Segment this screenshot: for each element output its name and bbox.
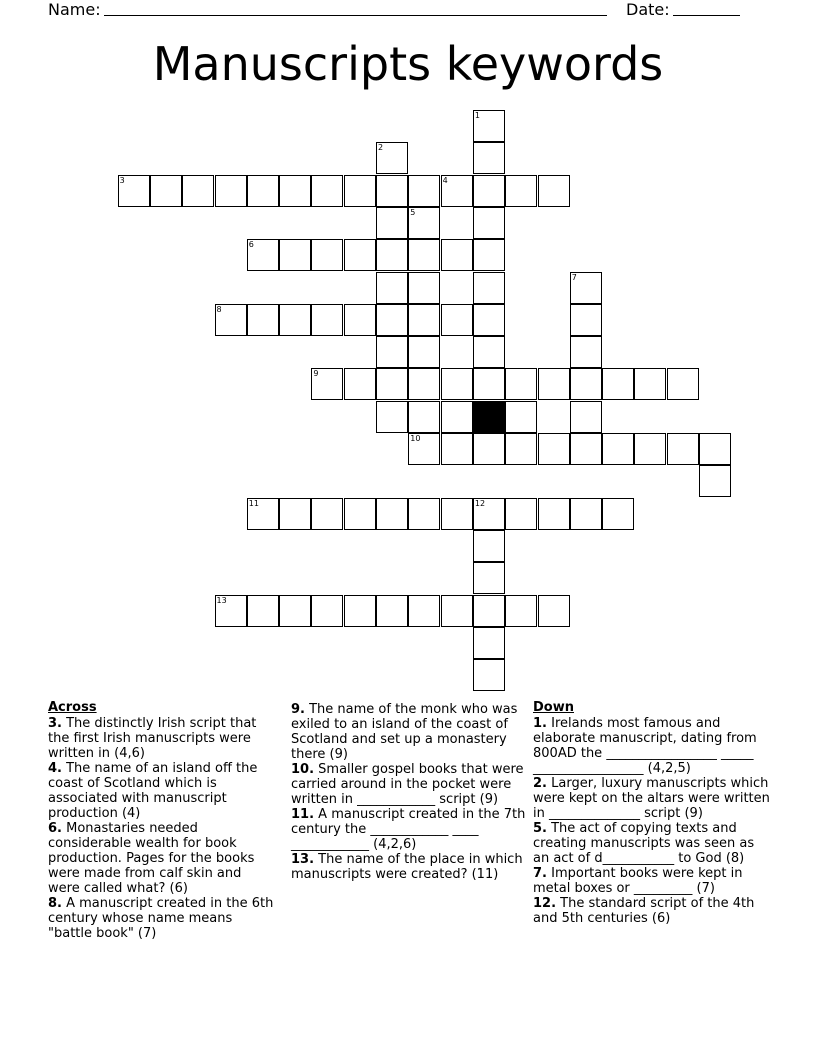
clue-number: 6 [248,240,254,250]
clue-number: 5 [410,207,416,217]
clue-number: 8. [48,896,62,911]
grid-cell[interactable] [376,142,408,174]
across-heading: Across [48,700,97,715]
clue-across-item [291,807,527,852]
grid-cell[interactable] [408,595,440,627]
grid-cell[interactable] [376,336,408,368]
grid-cell[interactable] [473,368,505,400]
grid-cell[interactable] [408,239,440,271]
clue-number: 2. [533,776,547,791]
clue-number: 6. [48,821,62,836]
grid-cell[interactable] [473,627,505,659]
grid-cell[interactable] [376,498,408,530]
clue-across-item [291,852,527,882]
grid-cell[interactable] [473,272,505,304]
clue-text: Smaller gospel books that were carried around in the pocket were written in ____________ script (9) [291,762,524,807]
grid-cell[interactable] [279,239,311,271]
clue-across-item [48,896,274,941]
clue-text: The distinctly Irish script that the first Irish manuscripts were written in (4,6) [48,716,257,761]
grid-cell[interactable] [538,175,570,207]
clue-number: 1. [533,716,547,731]
clue-across-item [291,702,527,762]
grid-cell[interactable] [570,272,602,304]
clue-text: The name of the place in which manuscripts were created? (11) [291,852,523,882]
clue-number: 3 [119,175,125,185]
clue-text: Important books were kept in metal boxes or _________ (7) [533,866,743,896]
clue-number: 4. [48,761,62,776]
name-label: Name: [48,0,101,19]
grid-cell[interactable] [473,175,505,207]
grid-cell[interactable] [505,498,537,530]
grid-cell[interactable] [344,304,376,336]
grid-cell[interactable] [473,562,505,594]
clue-across-item [291,762,527,807]
clue-number: 10 [410,434,421,443]
clue-number: 7 [571,272,577,282]
down-column [533,700,773,926]
grid-cell[interactable] [311,175,343,207]
grid-cell[interactable] [441,175,473,207]
grid-cell[interactable] [441,368,473,400]
grid-cell[interactable] [570,336,602,368]
clue-down-item [533,866,773,896]
grid-cell[interactable] [538,433,570,465]
grid-cell[interactable] [376,272,408,304]
grid-cell[interactable] [505,368,537,400]
grid-cell[interactable] [505,175,537,207]
clue-down-item [533,821,773,866]
grid-cell[interactable] [311,239,343,271]
clue-number: 4 [442,175,448,185]
grid-cell[interactable] [473,304,505,336]
clue-number: 5. [533,821,547,836]
grid-cell[interactable] [602,433,634,465]
grid-cell[interactable] [311,368,343,400]
grid-cell[interactable] [408,304,440,336]
clue-number: 7. [533,866,547,881]
clue-across-item [48,761,274,821]
grid-cell[interactable] [247,239,279,271]
grid-cell[interactable] [376,175,408,207]
grid-cell[interactable] [215,304,247,336]
black-cell [473,401,505,433]
grid-cell[interactable] [667,368,699,400]
grid-cell[interactable] [473,110,505,142]
date-label: Date: [626,0,670,19]
grid-cell[interactable] [441,401,473,433]
grid-cell[interactable] [505,433,537,465]
grid-cell[interactable] [247,498,279,530]
grid-cell[interactable] [699,433,731,465]
grid-cell[interactable] [570,401,602,433]
clue-down-item [533,776,773,821]
clue-number: 9. [291,702,305,717]
clue-across-item [48,821,274,896]
clue-text: Larger, luxury manuscripts which were kept on the altars were written in ______________ script (9) [533,776,770,821]
grid-cell[interactable] [376,207,408,239]
grid-cell[interactable] [570,433,602,465]
clue-number: 11. [291,807,315,822]
clue-number: 12 [474,498,486,508]
grid-cell[interactable] [441,239,473,271]
clue-number: 13. [291,852,315,867]
clue-down-item [533,896,773,926]
grid-cell[interactable] [699,465,731,497]
grid-cell[interactable] [247,595,279,627]
grid-cell[interactable] [441,595,473,627]
grid-cell[interactable] [344,239,376,271]
grid-cell[interactable] [279,498,311,530]
grid-cell[interactable] [602,498,634,530]
clue-text: Irelands most famous and elaborate manuscript, dating from 800AD the _________________ _____ _________________ (4,2,5) [533,716,757,776]
grid-cell[interactable] [473,595,505,627]
grid-cell[interactable] [408,336,440,368]
clue-text: Monastaries needed considerable wealth for book production. Pages for the books were made from calf skin and were called what? (6) [48,821,255,896]
grid-cell[interactable] [408,272,440,304]
grid-cell[interactable] [538,498,570,530]
grid-cell[interactable] [634,433,666,465]
clue-across-item [48,716,274,761]
down-heading: Down [533,700,574,715]
grid-cell[interactable] [311,595,343,627]
grid-cell[interactable] [376,239,408,271]
grid-cell[interactable] [344,368,376,400]
grid-cell[interactable] [408,401,440,433]
grid-cell[interactable] [311,498,343,530]
grid-cell[interactable] [570,304,602,336]
clue-text: The name of the monk who was exiled to an island of the coast of Scotland and set up a monastery there (9) [291,702,518,762]
grid-cell[interactable] [473,336,505,368]
grid-cell[interactable] [344,175,376,207]
grid-cell[interactable] [634,368,666,400]
clues-section [0,700,816,960]
grid-cell[interactable] [408,207,440,239]
grid-cell[interactable] [441,498,473,530]
clue-number: 8 [216,304,222,314]
clue-number: 10. [291,762,315,777]
grid-cell[interactable] [344,498,376,530]
grid-cell[interactable] [473,498,505,530]
grid-cell[interactable] [505,595,537,627]
grid-cell[interactable] [408,368,440,400]
grid-cell[interactable] [182,175,214,207]
grid-cell[interactable] [247,304,279,336]
grid-cell[interactable] [376,401,408,433]
grid-cell[interactable] [376,304,408,336]
grid-cell[interactable] [602,368,634,400]
grid-cell[interactable] [473,207,505,239]
grid-cell[interactable] [667,433,699,465]
clue-number: 2 [378,143,384,153]
across-column-1 [48,700,274,941]
grid-cell[interactable] [538,368,570,400]
grid-cell[interactable] [376,368,408,400]
grid-cell[interactable] [473,659,505,691]
clue-number: 3. [48,716,62,731]
grid-cell[interactable] [408,498,440,530]
clue-text: The standard script of the 4th and 5th centuries (6) [533,896,755,926]
grid-cell[interactable] [570,368,602,400]
grid-cell[interactable] [279,595,311,627]
grid-cell[interactable] [376,595,408,627]
page-title: Manuscripts keywords [152,37,664,91]
clue-down-item [533,716,773,776]
across-column-2 [291,702,527,882]
clue-number: 13 [216,595,227,605]
grid-cell[interactable] [473,433,505,465]
grid-cell[interactable] [473,239,505,271]
grid-cell[interactable] [247,175,279,207]
grid-cell[interactable] [215,175,247,207]
clue-number: 12. [533,896,557,911]
grid-cell[interactable] [441,304,473,336]
grid-cell[interactable] [311,304,343,336]
grid-cell[interactable] [570,498,602,530]
grid-cell[interactable] [279,175,311,207]
grid-cell[interactable] [215,595,247,627]
clue-number: 11 [248,498,259,508]
grid-cell[interactable] [344,595,376,627]
clue-text: The act of copying texts and creating manuscripts was seen as an act of d___________ to God (8) [533,821,755,866]
grid-cell[interactable] [279,304,311,336]
clue-text: A manuscript created in the 6th century whose name means "battle book" (7) [48,896,274,941]
clue-number: 1 [474,111,480,120]
clue-number: 9 [313,369,319,379]
grid-cell[interactable] [505,401,537,433]
grid-cell[interactable] [538,595,570,627]
grid-cell[interactable] [441,433,473,465]
clue-text: The name of an island off the coast of Scotland which is associated with manuscript production (4) [48,761,258,821]
clue-text: A manuscript created in the 7th century the ____________ ____ ____________ (4,2,6) [291,807,526,852]
grid-cell[interactable] [118,175,150,207]
grid-cell[interactable] [408,433,440,465]
grid-cell[interactable] [473,530,505,562]
grid-cell[interactable] [473,142,505,174]
grid-cell[interactable] [408,175,440,207]
grid-cell[interactable] [150,175,182,207]
